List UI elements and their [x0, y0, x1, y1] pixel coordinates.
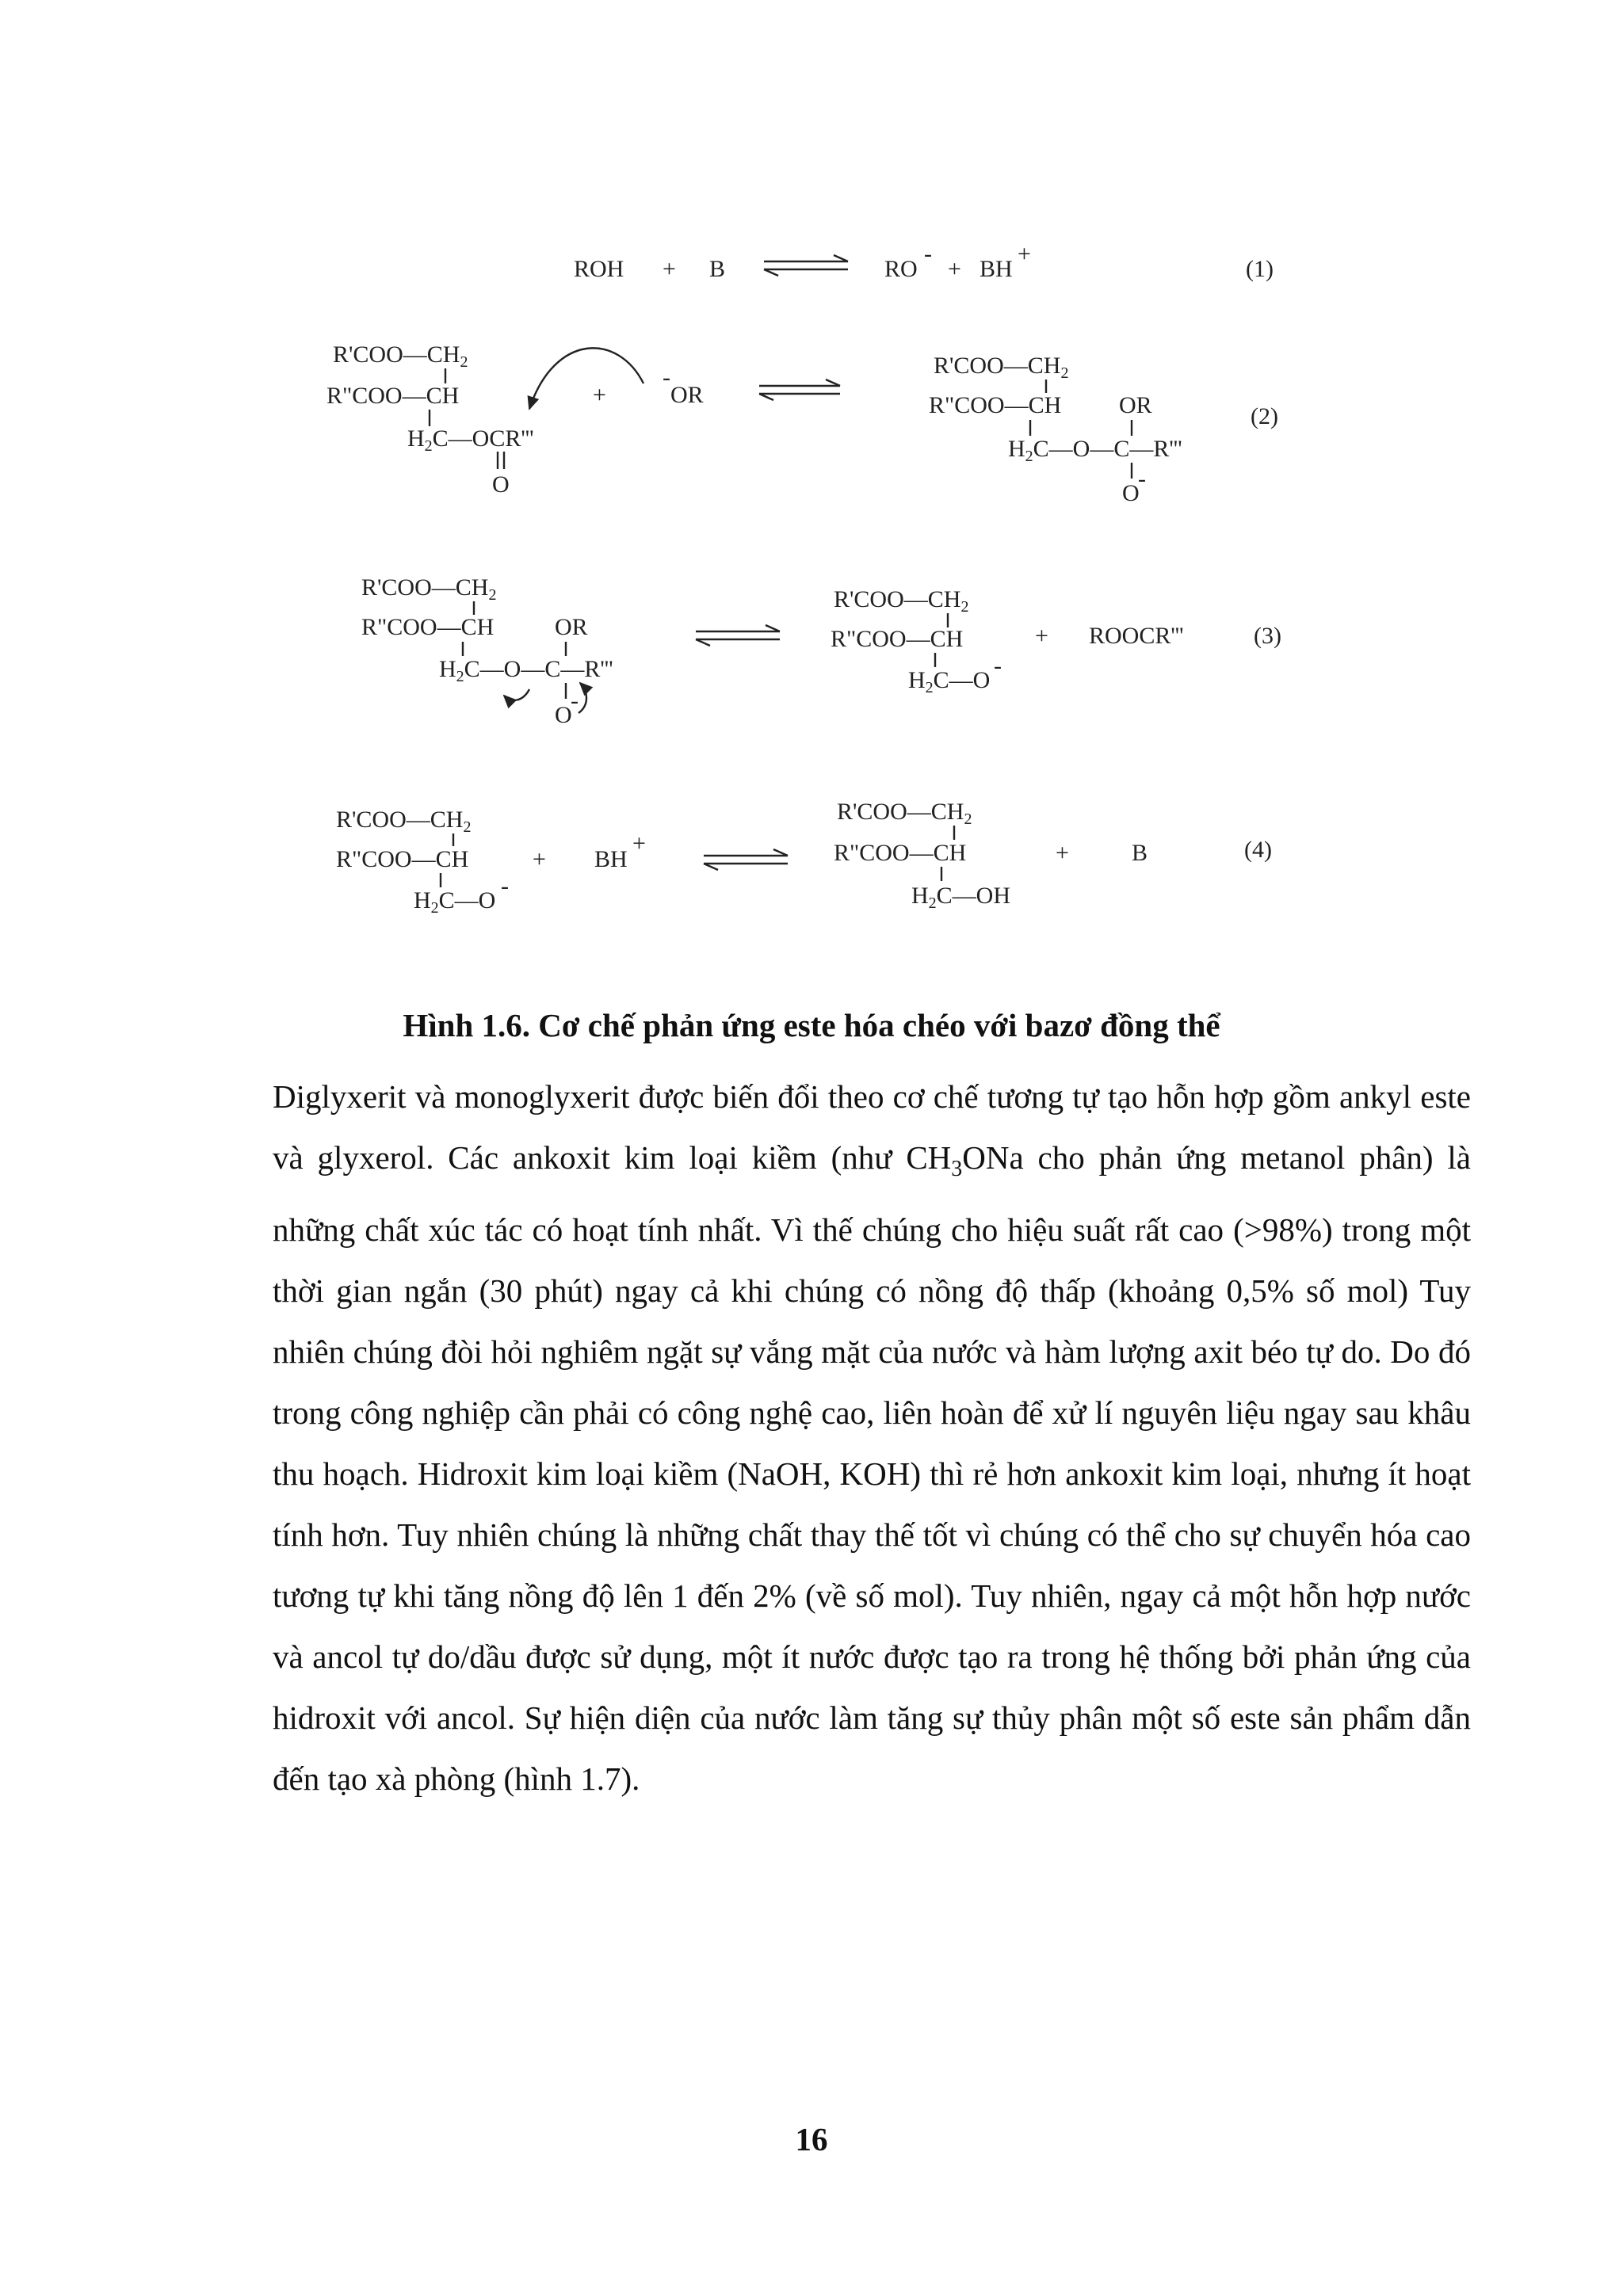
svg-text:H2C—OH: $H_2C—OH$: [911, 883, 1011, 912]
svg-text:H2C—O—C—R''': $H_2C—O—C—R'''$: [439, 656, 613, 685]
equilibrium-arrow: [696, 625, 780, 646]
svg-text:H2C—O: $H_2C—O$: [908, 667, 991, 696]
svg-text:R'COO—CH2: $R'COO—CH_2$: [361, 574, 497, 604]
r2-nucleophile-or: OR: [670, 382, 704, 408]
r4-reagent-bh: BH: [594, 846, 628, 872]
r1-reactant-b: B: [709, 256, 726, 282]
reaction-1: [574, 241, 1274, 282]
page-number: 16: [795, 2121, 828, 2157]
svg-text:O: O: [555, 702, 572, 728]
svg-text:H2C—OCR''': $H_2C—OCR'''$: [407, 425, 534, 455]
r2-plus: +: [593, 382, 606, 408]
svg-text:-: -: [1138, 466, 1146, 492]
svg-text:R"COO—CH: R"COO—CH: [834, 840, 967, 866]
svg-text:H2C—O: $H_2C—O$: [414, 887, 496, 917]
svg-text:+: +: [632, 830, 646, 856]
r1-minus-sup: -: [924, 241, 932, 267]
r2-line1-a: R'COO—: [333, 341, 427, 368]
svg-text:H2C—O—C—R''': $H_2C—O—C—R'''$: [1008, 436, 1182, 465]
r4-base-b: B: [1132, 840, 1148, 866]
r2-line1-b: CH: [426, 341, 460, 368]
r1-plus-2: +: [948, 256, 961, 282]
r1-reactant-roh: ROH: [574, 256, 624, 282]
svg-text:R'COO—CH2: $R'COO—CH_2$: [934, 353, 1069, 382]
svg-text:-: -: [994, 653, 1002, 679]
reaction-4: [336, 799, 1272, 917]
svg-text:R"COO—CH: R"COO—CH: [336, 846, 469, 872]
r1-plus: +: [663, 256, 676, 282]
svg-text:-: -: [501, 873, 509, 899]
r3-plus: +: [1035, 623, 1048, 649]
figure-caption: Hình 1.6. Cơ chế phản ứng este hóa chéo với bazơ đồng thể: [403, 1007, 1220, 1043]
equation-number-2: (2): [1251, 403, 1278, 429]
paragraph-part-1: Diglyxerit và monoglyxerit được biến đổi theo cơ chế tương tự tạo hỗn hợp gồm ankyl este và glyxerol. Các ankoxit kim loại kiềm (như CH: [273, 1078, 1471, 1176]
r4-plus: +: [533, 846, 546, 872]
reaction-scheme: [0, 0, 1623, 967]
subscript-3: 3: [951, 1157, 963, 1182]
reaction-3: [361, 574, 1281, 728]
svg-text:R'COO—CH2: $R'COO—CH_2$: [333, 341, 468, 371]
body-paragraph: [273, 1066, 1471, 1810]
svg-text:OR: OR: [555, 614, 588, 640]
equation-number-3: (3): [1254, 623, 1281, 649]
svg-text:-: -: [571, 688, 579, 714]
svg-text:-: -: [663, 364, 670, 391]
r3-ester: ROOCR''': [1089, 623, 1184, 649]
svg-text:OR: OR: [1119, 392, 1152, 418]
svg-text:O: O: [1122, 480, 1140, 506]
r2-curved-arrow: [529, 348, 643, 409]
r4-plus-2: +: [1056, 840, 1069, 866]
reaction-2: [327, 341, 1278, 506]
equilibrium-arrow: [759, 379, 840, 400]
svg-text:R"COO—CH: R"COO—CH: [327, 383, 460, 409]
svg-text:R"COO—CH: R"COO—CH: [929, 392, 1062, 418]
paragraph-part-2: ONa cho phản ứng metanol phân) là những chất xúc tác có hoạt tính nhất. Vì thế chúng cho hiệu suất rất cao (>98%) trong một thời gian ngắn (30 phút) ngay cả khi chúng có nồng độ thấp (khoảng 0,5% số mol) Tuy nhiên chúng đòi hỏi nghiêm ngặt sự vắng mặt của nước và hàm lượng axit béo tự do. Do đó trong công nghiệp cần phải có công nghệ cao, liên hoàn để xử lí nguyên liệu ngay sau khâu thu hoạch. Hidroxit kim loại kiềm (NaOH, KOH) thì rẻ hơn ankoxit kim loại, nhưng ít hoạt tính hơn. Tuy nhiên chúng là những chất thay thế tốt vì chúng có thể cho sự chuyển hóa cao tương tự khi tăng nồng độ lên 1 đến 2% (về số mol). Tuy nhiên, ngay cả một hỗn hợp nước và ancol tự do/dầu được sử dụng, một ít nước được tạo ra trong hệ thống bởi phản ứng của hidroxit với ancol. Sự hiện diện của nước làm tăng sự thủy phân một số este sản phẩm dẫn đến tạo xà phòng (hình 1.7).: [273, 1139, 1471, 1798]
r1-plus-sup: +: [1018, 241, 1031, 267]
equation-number-4: (4): [1244, 837, 1272, 863]
svg-text:R'COO—CH2: $R'COO—CH_2$: [834, 586, 969, 616]
r1-product-bh: BH: [980, 256, 1013, 282]
equilibrium-arrow: [704, 849, 788, 870]
svg-text:R"COO—CH: R"COO—CH: [361, 614, 495, 640]
svg-text:R'COO—CH2: $R'COO—CH_2$: [336, 807, 472, 836]
r2-carbonyl-o: O: [492, 471, 510, 498]
equilibrium-arrow: [764, 255, 848, 276]
svg-text:R'COO—CH2: $R'COO—CH_2$: [837, 799, 972, 828]
equation-number-1: (1): [1246, 256, 1274, 282]
r3-curved-arrow-2: [579, 683, 586, 713]
r1-product-ro: RO: [884, 256, 918, 282]
svg-text:R"COO—CH: R"COO—CH: [831, 626, 964, 652]
r3-curved-arrow-1: [504, 689, 529, 700]
